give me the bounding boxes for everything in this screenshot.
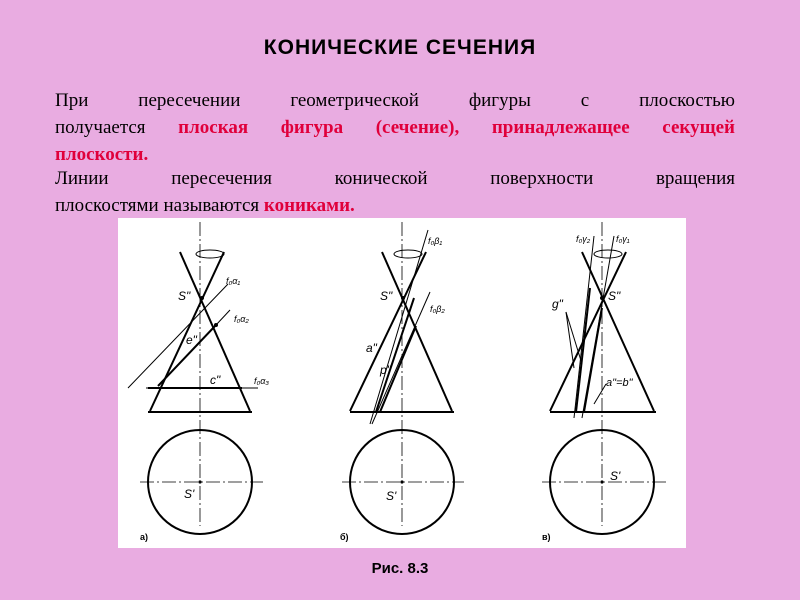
base-label: S' (386, 489, 397, 503)
plane-label: f₀γ₁ (616, 234, 630, 244)
center-point (198, 480, 201, 483)
apex-label: S" (178, 289, 191, 303)
plane-label: f₀α₁ (226, 276, 241, 286)
leader-line (566, 312, 582, 364)
intersection-point (214, 323, 218, 327)
cone-generator (382, 252, 452, 411)
apex-label: S" (608, 289, 621, 303)
paragraph-line: Линии пересечения конической поверхности вращения (55, 168, 735, 189)
curve-label: a" (366, 341, 377, 355)
cone-sections-drawing (118, 218, 686, 548)
apex-point (401, 296, 405, 300)
paragraph-line (55, 141, 735, 168)
leader-line (566, 312, 574, 368)
apex-point (200, 296, 204, 300)
plane-label: f₀α₃ (254, 376, 269, 386)
subfigure-label: а) (140, 532, 149, 542)
paragraph-text: получается (55, 117, 179, 138)
cutting-plane-line (372, 292, 430, 424)
figure-caption: Рис. 8.3 (371, 560, 429, 577)
plane-label: f₀β₂ (430, 304, 445, 314)
diagram-b (340, 222, 464, 542)
highlighted-term: плоская фигура (сечение), принадлежащее секущей (178, 117, 735, 138)
plane-label: f₀α₂ (234, 314, 249, 324)
highlighted-term: плоскости. (55, 144, 149, 165)
diagram-a (128, 222, 269, 542)
curve-label: a"=b" (606, 377, 633, 389)
apex-label: S" (380, 289, 393, 303)
paragraph-line: При пересечении геометрической фигуры с плоскостью (55, 90, 735, 111)
curve-label: g" (552, 297, 563, 311)
curve-label: e" (186, 333, 197, 347)
cutting-plane-line (370, 230, 428, 424)
page-title: КОНИЧЕСКИЕ СЕЧЕНИЯ (263, 36, 537, 59)
cone-top-ellipse (594, 250, 622, 258)
paragraph-intersection (55, 87, 735, 168)
curve-label: c" (210, 373, 221, 387)
curve-label: p" (380, 363, 391, 377)
paragraph-conics (55, 165, 735, 219)
apex-point (600, 296, 604, 300)
subfigure-label: в) (542, 532, 551, 542)
base-label: S' (184, 487, 195, 501)
diagram-c (542, 222, 666, 542)
paragraph-line (55, 192, 735, 219)
paragraph-text: плоскостями называются (55, 195, 264, 216)
paragraph-line (55, 114, 735, 141)
center-point (400, 480, 403, 483)
base-label: S' (610, 469, 621, 483)
plane-label: f₀β₁ (428, 236, 443, 246)
subfigure-label: б) (340, 532, 349, 542)
highlighted-term: кониками. (263, 195, 355, 216)
leader-line (594, 384, 606, 404)
center-point (600, 480, 603, 483)
cone-top-ellipse (394, 250, 422, 258)
figure-panel (118, 218, 686, 548)
plane-label: f₀γ₂ (576, 234, 591, 244)
cutting-plane-line (216, 310, 230, 325)
